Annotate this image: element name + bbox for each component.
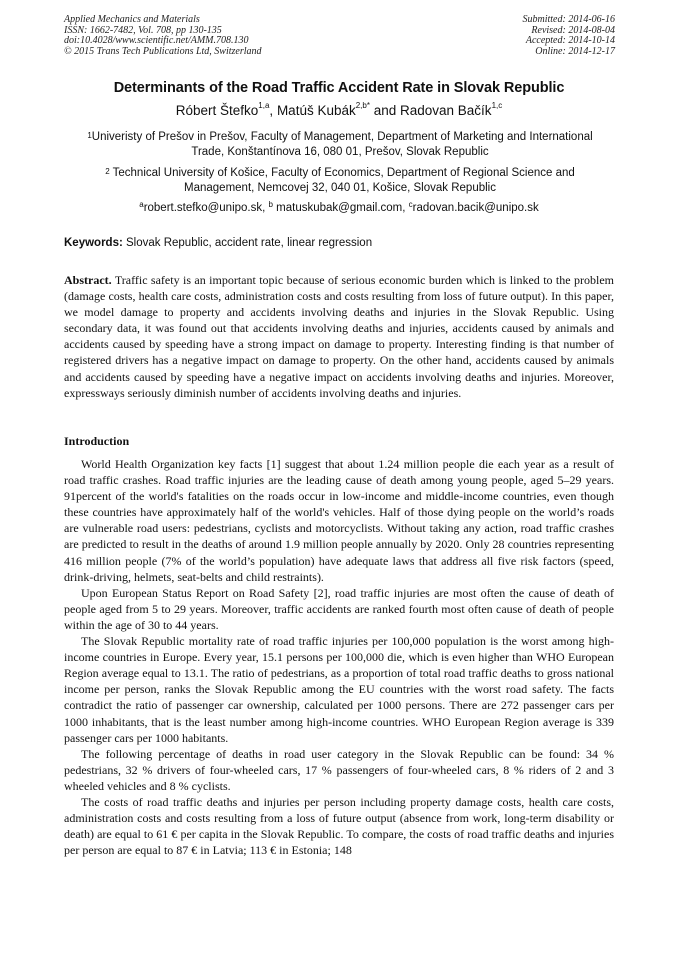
paragraph: The following percentage of deaths in road user category in the Slovak Republic can be found: 34 % pedestrians, 32 % drivers of four-wheeled cars, 17 % passengers of four-wheeled cars, 8 % riders of 2 and 3 wheeled vehicles and 8 % cyclists. xyxy=(64,746,614,793)
paragraph: World Health Organization key facts [1] suggest that about 1.24 million people die each year as a result of road traffic crashes. Road traffic injuries are the leading cause of death among young people, aged 5–29 years. 91percent of the world's fatalities on the roads occur in low-income and middle-income countries, even though these countries have approximately half of the world's vehicles. Half of those dying people on the world’s roads are vulnerable road users: pedestrians, cyclists and motorcyclists. Without taking any action, road traffic crashes are predicted to result in the deaths of around 1.9 million people annually by 2020. Only 28 countries representing 416 million people (7% of the world’s population) have adequate laws that address all five risk factors (speed, drink-driving, helmets, seat-belts and child restraints). xyxy=(64,457,614,584)
paragraph: The costs of road traffic deaths and injuries per person including property damage costs, health care costs, administration costs and costs resulting from a loss of future output (absence from work, long-term disability or death) are equal to 61 € per capita in the Slovak Republic. To compare, the costs of road traffic deaths and injuries per person are equal to 87 € in Latvia; 113 € in Estonia; 148 xyxy=(64,794,614,858)
affiliation-sup: 2 xyxy=(105,167,110,176)
author-sup: 1,a xyxy=(258,101,270,110)
online-date: Online: 2014-12-17 xyxy=(535,45,615,57)
journal-name: Applied Mechanics and Materials xyxy=(64,14,200,25)
copyright-line: © 2015 Trans Tech Publications Ltd, Switzerland xyxy=(64,45,262,57)
author-sup: 2,b* xyxy=(355,101,370,110)
author-sep: , xyxy=(269,103,277,118)
section-heading: Introduction xyxy=(64,434,130,448)
keywords-text: Slovak Republic, accident rate, linear regression xyxy=(122,237,373,249)
affiliation-sup: 1 xyxy=(87,131,92,140)
keywords-label: Keywords: xyxy=(64,237,123,249)
affiliation-text: Technical University of Košice, Faculty of Economics, Department of Regional Science and Management, Nemcovej 32, 040 01, Košice, Slovak Republic xyxy=(109,167,575,194)
author-name: Matúš Kubák xyxy=(276,103,356,118)
email-sup: c xyxy=(408,200,413,209)
author-name: Róbert Štefko xyxy=(175,103,259,118)
abstract-label: Abstract. xyxy=(64,273,112,287)
journal-info xyxy=(64,15,262,57)
author-list xyxy=(0,103,678,118)
author-name: Radovan Bačík xyxy=(400,103,492,118)
abstract xyxy=(64,272,614,401)
issn-line: ISSN: 1662-7482, Vol. 708, pp 130-135 xyxy=(64,24,222,36)
publication-dates xyxy=(523,15,616,57)
submitted-date: Submitted: 2014-06-16 xyxy=(522,14,615,25)
accepted-date: Accepted: 2014-10-14 xyxy=(525,35,615,47)
doi-line: doi:10.4028/www.scientific.net/AMM.708.130 xyxy=(64,35,249,47)
affiliation-1 xyxy=(70,130,610,160)
affiliation-2 xyxy=(70,166,610,196)
email-text: matuskubak@gmail.com, xyxy=(272,202,409,214)
email-text: robert.stefko@unipo.sk, xyxy=(143,202,269,214)
revised-date: Revised: 2014-08-04 xyxy=(531,24,615,36)
paragraph: Upon European Status Report on Road Safety [2], road traffic injuries are most often the cause of death of people aged from 5 to 29 years. Moreover, traffic accidents are ranked fourth most often cause of death of people within the age of 30 to 44 years. xyxy=(64,585,614,632)
email-sup: a xyxy=(139,200,144,209)
abstract-text: Traffic safety is an important topic because of serious economic burden which is linked to the problem (damage costs, health care costs, administration costs and costs resulting from loss of future output). In this paper, we model damage to property and accidents involving deaths and injuries in the Slovak Republic. Using secondary data, it was found out that accidents involving deaths and injuries, accidents caused by animals and accidents caused by speeding have a strong impact on damage to property. Interesting finding is that number of registered drivers has a negative impact on damage to property. On the other hand, accidents caused by animals and accidents caused by speeding have a negative impact on accidents involving deaths and injuries. Moreover, expressways seriously diminish number of accidents involving deaths and injuries. xyxy=(64,273,614,400)
affiliation-text: Univeristy of Prešov in Prešov, Faculty of Management, Department of Marketing and International Trade, Konštantínova 16, 080 01, Prešov, Slovak Republic xyxy=(91,131,593,158)
author-sup: 1,c xyxy=(491,101,503,110)
email-text: radovan.bacik@unipo.sk xyxy=(412,202,539,214)
paragraph: The Slovak Republic mortality rate of road traffic injuries per 100,000 population is the worst among high-income countries in Europe. Every year, 15.1 persons per 100,000 die, which is even higher than WHO European Region average equal to 13.1. The ratio of pedestrians, as a proportion of total road traffic deaths to gross national income per person, ranks the Slovak Republic among the EU countries with the worst road safety. The facts contradict the ratio of passenger car ownership, calculated per 1000 persons. There are 272 passenger cars per 1000 inhabitants, that is the least number among high-income countries. WHO European Region average is 339 passenger cars per 1000 habitants. xyxy=(64,634,614,745)
author-sep: and xyxy=(369,103,400,118)
email-sup: b xyxy=(268,200,273,209)
paper-title: Determinants of the Road Traffic Accident Rate in Slovak Republic xyxy=(113,80,565,96)
introduction-body xyxy=(64,456,614,858)
keywords xyxy=(64,237,372,249)
author-emails xyxy=(0,202,678,214)
